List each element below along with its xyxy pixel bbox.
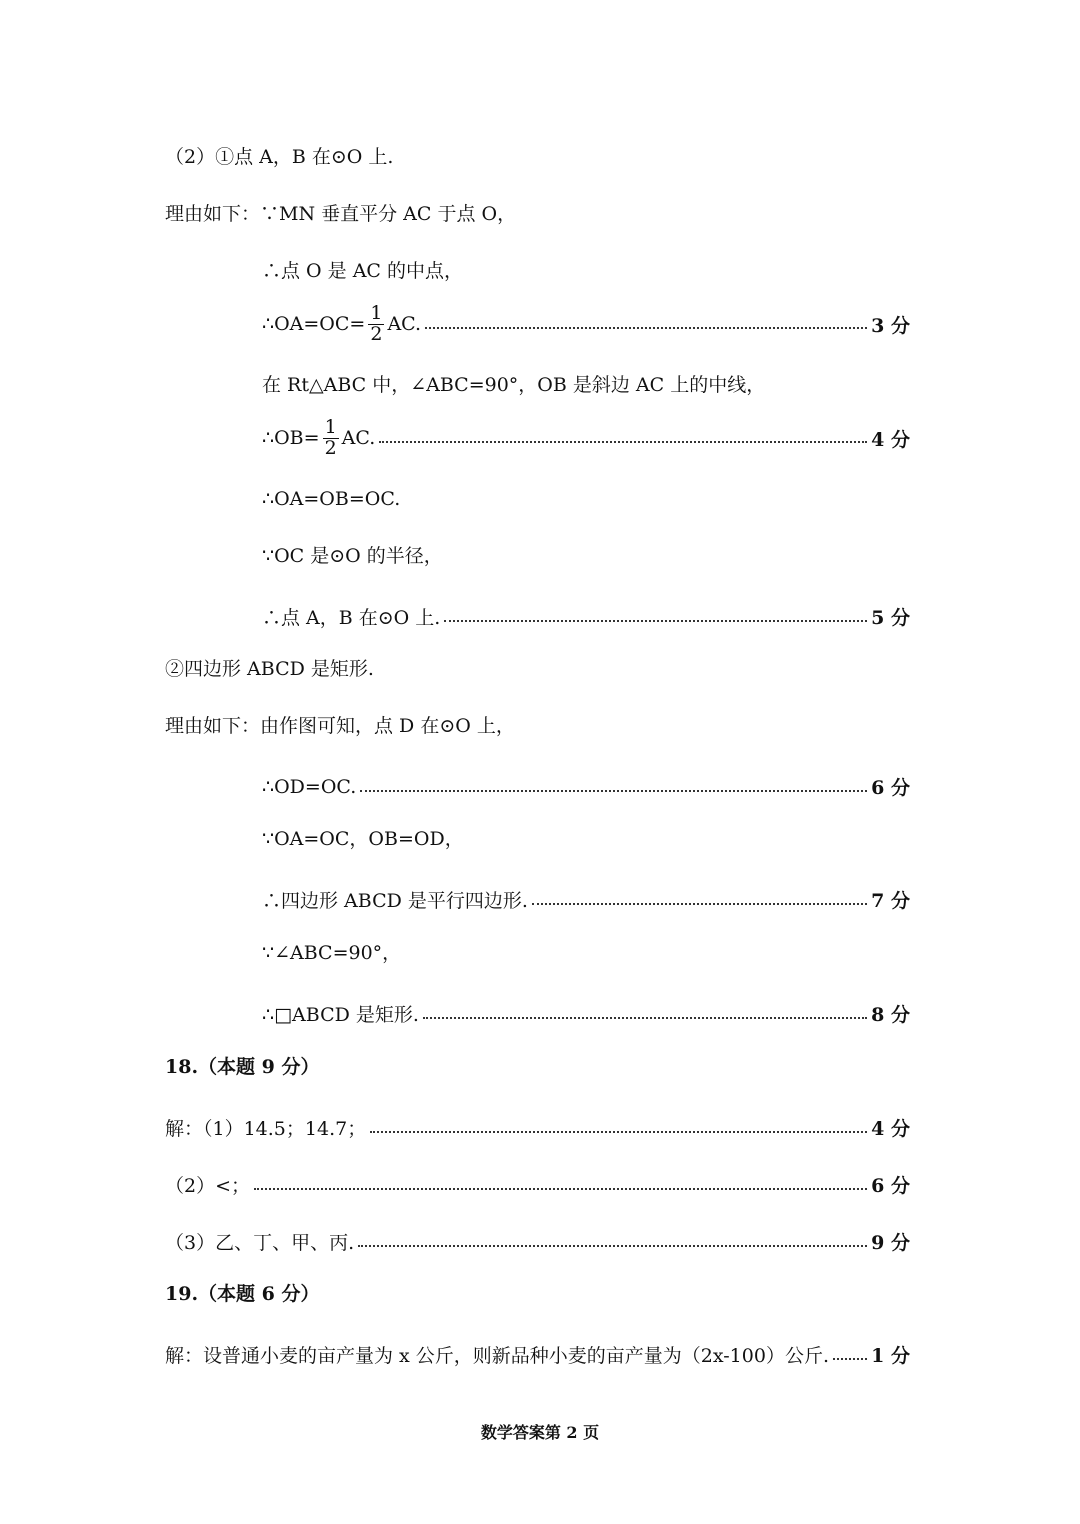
- fraction-numerator: 1: [324, 416, 337, 438]
- fraction-numerator: 1: [370, 302, 383, 324]
- answer-line: （2）①点 A，B 在⊙O 上.: [165, 146, 394, 168]
- score-label: 6 分: [871, 1175, 910, 1197]
- equation-text: ∴□ABCD 是矩形.: [262, 1004, 419, 1026]
- fraction-half: [323, 418, 339, 459]
- equation-text: ∴点 A，B 在⊙O 上.: [262, 607, 441, 629]
- dotted-leader: [358, 1245, 867, 1247]
- score-label: 4 分: [871, 1118, 910, 1140]
- equation-text: ∴OA=OC=: [262, 313, 366, 336]
- score-label: 4 分: [871, 428, 910, 451]
- dotted-leader: [360, 790, 867, 792]
- score-label: 6 分: [871, 777, 910, 799]
- fraction-half: [368, 304, 384, 345]
- scored-line: [262, 1000, 910, 1027]
- answer-line: ②四边形 ABCD 是矩形.: [165, 658, 374, 680]
- dotted-leader: [423, 1017, 867, 1019]
- equation-text: ∴OD=OC.: [262, 775, 357, 798]
- answer-line: 理由如下：由作图可知，点 D 在⊙O 上，: [165, 715, 515, 737]
- page-footer: 数学答案第 2 页: [480, 1423, 600, 1442]
- dotted-leader: [425, 327, 867, 329]
- fraction-denominator: 2: [324, 436, 337, 459]
- dotted-leader: [532, 903, 867, 905]
- answer-line: ∵∠ABC=90°，: [262, 942, 402, 964]
- scored-line: [262, 603, 910, 630]
- answer-line: ∵OA=OC，OB=OD，: [262, 828, 464, 850]
- scored-line: [165, 1171, 910, 1198]
- answer-line: ∴OA=OB=OC.: [262, 488, 401, 510]
- scored-line: [165, 1228, 910, 1255]
- dotted-leader: [254, 1188, 867, 1190]
- equation-text: AC.: [341, 427, 376, 450]
- fraction-denominator: 2: [370, 322, 383, 345]
- scored-line: [262, 773, 910, 800]
- answer-line: 在 Rt△ABC 中，∠ABC=90°，OB 是斜边 AC 上的中线，: [262, 374, 766, 396]
- scored-line: [262, 418, 910, 459]
- dotted-leader: [379, 441, 867, 443]
- dotted-leader: [370, 1131, 867, 1133]
- question-header: 19.（本题 6 分）: [165, 1283, 320, 1305]
- dotted-leader: [444, 620, 867, 622]
- equation-text: （2）<；: [165, 1175, 251, 1197]
- answer-line: 理由如下：∵MN 垂直平分 AC 于点 O，: [165, 203, 517, 225]
- score-label: 9 分: [871, 1232, 910, 1254]
- scored-line: [165, 1114, 910, 1141]
- equation-text: ∴四边形 ABCD 是平行四边形.: [262, 890, 528, 912]
- score-label: 8 分: [871, 1004, 910, 1026]
- dotted-leader: [833, 1358, 867, 1360]
- score-label: 3 分: [871, 314, 910, 337]
- equation-text: 解：设普通小麦的亩产量为 x 公斤，则新品种小麦的亩产量为（2x-100）公斤.: [165, 1345, 829, 1367]
- score-label: 5 分: [871, 607, 910, 629]
- score-label: 7 分: [871, 890, 910, 912]
- equation-text: （3）乙、丁、甲、丙.: [165, 1232, 355, 1254]
- equation-text: ∴OB=: [262, 427, 320, 450]
- scored-line: [262, 886, 910, 913]
- answer-line: ∵OC 是⊙O 的半径，: [262, 545, 443, 567]
- scored-line: [262, 304, 910, 345]
- score-label: 1 分: [871, 1345, 910, 1367]
- question-header: 18.（本题 9 分）: [165, 1056, 320, 1078]
- scored-line: [165, 1341, 910, 1368]
- equation-text: AC.: [387, 313, 422, 336]
- equation-text: 解：（1）14.5；14.7；: [165, 1118, 367, 1140]
- answer-line: ∴点 O 是 AC 的中点，: [262, 260, 463, 282]
